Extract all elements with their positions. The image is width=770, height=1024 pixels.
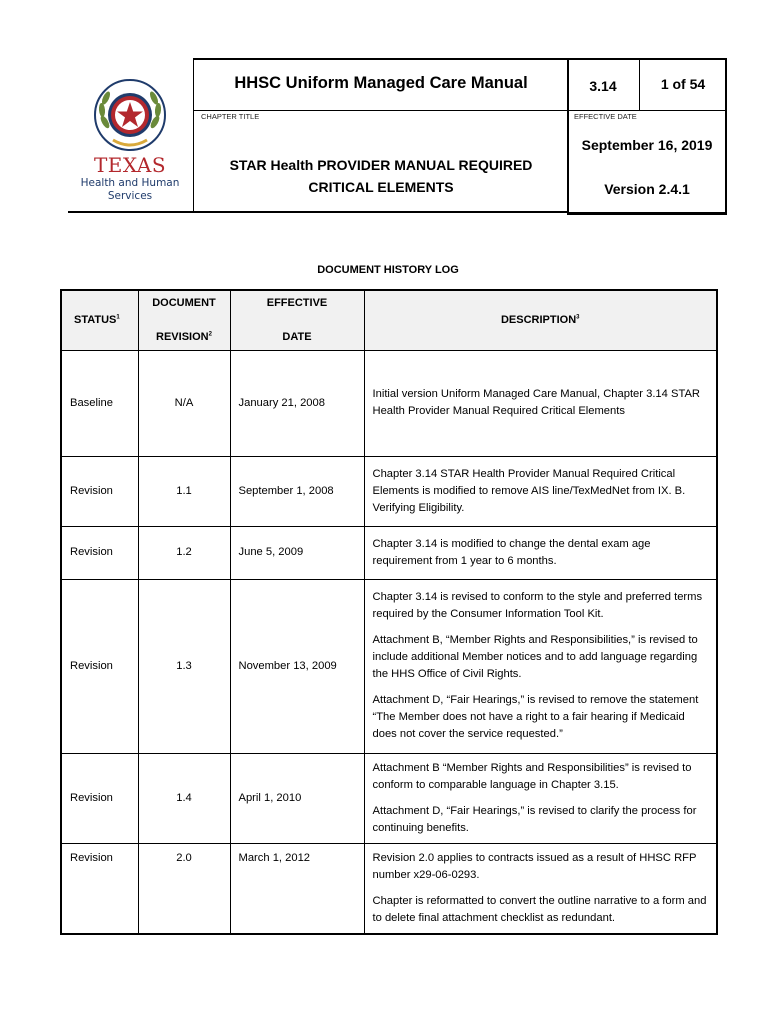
logo-subtitle-line1: Health and Human (80, 177, 180, 189)
table-row (61, 526, 717, 579)
texas-seal-icon (93, 78, 167, 152)
row-description: Initial version Uniform Managed Care Manual, Chapter 3.14 STAR Health Provider Manual Required Critical Elements (364, 350, 717, 456)
row-description: Attachment B “Member Rights and Responsibilities” is revised to conform to comparable language in Chapter 3.15. Attachment D, “Fair Hearings,” is revised to clarify the process for continuing benefits. (364, 753, 717, 843)
row-status: Revision (61, 753, 138, 843)
effective-date: September 16, 2019 (581, 137, 713, 153)
row-revision: 1.2 (138, 526, 230, 579)
row-status: Revision (61, 456, 138, 526)
chapter-title-label: CHAPTER TITLE (201, 112, 260, 121)
header-bottom-rule-left (68, 211, 568, 213)
row-revision: 1.3 (138, 579, 230, 753)
row-status: Revision (61, 843, 138, 934)
row-date: November 13, 2009 (230, 579, 364, 753)
row-description: Chapter 3.14 is modified to change the dental exam age requirement from 1 year to 6 months. (364, 526, 717, 579)
row-status: Baseline (61, 350, 138, 456)
row-status: Revision (61, 526, 138, 579)
table-row (61, 456, 717, 526)
chapter-title-line1: STAR Health PROVIDER MANUAL REQUIRED (229, 157, 533, 173)
table-row (61, 843, 717, 934)
chapter-title (198, 154, 564, 198)
row-description: Chapter 3.14 STAR Health Provider Manual Required Critical Elements is modified to remove AIS line/TexMedNet from IX. B. Verifying Eligibility. (364, 456, 717, 526)
page-indicator: 1 of 54 (660, 76, 706, 92)
row-revision: N/A (138, 350, 230, 456)
row-description: Chapter 3.14 is revised to conform to the style and preferred terms required by the Consumer Information Tool Kit. Attachment B, “Member Rights and Responsibilities,” is revised to include additional Member notices and to add language regarding the HHS Office of Civil Rights. Attachment D, “Fair Hearings,” is revised to remove the statement “The Member does not have a right to a fair hearing if Medicaid does not cover the service requested.” (364, 579, 717, 753)
column-header-revision: DOCUMENT REVISION$^2$ (138, 290, 230, 350)
effective-date-label: EFFECTIVE DATE (574, 112, 637, 121)
history-log-table (60, 289, 718, 935)
chapter-title-line2: CRITICAL ELEMENTS (308, 179, 454, 195)
row-status: Revision (61, 579, 138, 753)
header-bottom-rule-right (568, 212, 726, 215)
table-row (61, 753, 717, 843)
header-divider-1 (193, 58, 194, 213)
history-log-title: DOCUMENT HISTORY LOG (317, 264, 459, 276)
table-header-row (61, 290, 717, 350)
row-date: September 1, 2008 (230, 456, 364, 526)
logo-subtitle-line2: Services (107, 190, 153, 202)
row-description: Revision 2.0 applies to contracts issued as a result of HHSC RFP number x29-06-0293. Chapter is reformatted to convert the outline narrative to a form and to delete final attachment checklist as redundant. (364, 843, 717, 934)
logo-texas-text: TEXAS (93, 153, 167, 177)
row-revision: 2.0 (138, 843, 230, 934)
manual-title: HHSC Uniform Managed Care Manual (234, 74, 528, 92)
column-header-description: DESCRIPTION$^3$ (364, 290, 717, 350)
row-date: March 1, 2012 (230, 843, 364, 934)
row-revision: 1.1 (138, 456, 230, 526)
history-log-body (61, 350, 717, 934)
row-revision: 1.4 (138, 753, 230, 843)
column-header-date: EFFECTIVE DATE (230, 290, 364, 350)
section-number: 3.14 (589, 78, 617, 94)
header-top-rule (194, 58, 726, 60)
row-date: April 1, 2010 (230, 753, 364, 843)
row-date: January 21, 2008 (230, 350, 364, 456)
texas-hhs-logo (70, 78, 190, 208)
row-date: June 5, 2009 (230, 526, 364, 579)
table-row (61, 579, 717, 753)
header-mid-rule (194, 110, 726, 111)
column-header-status: STATUS$^1$ (61, 290, 138, 350)
table-row (61, 350, 717, 456)
version-number: Version 2.4.1 (604, 181, 690, 197)
